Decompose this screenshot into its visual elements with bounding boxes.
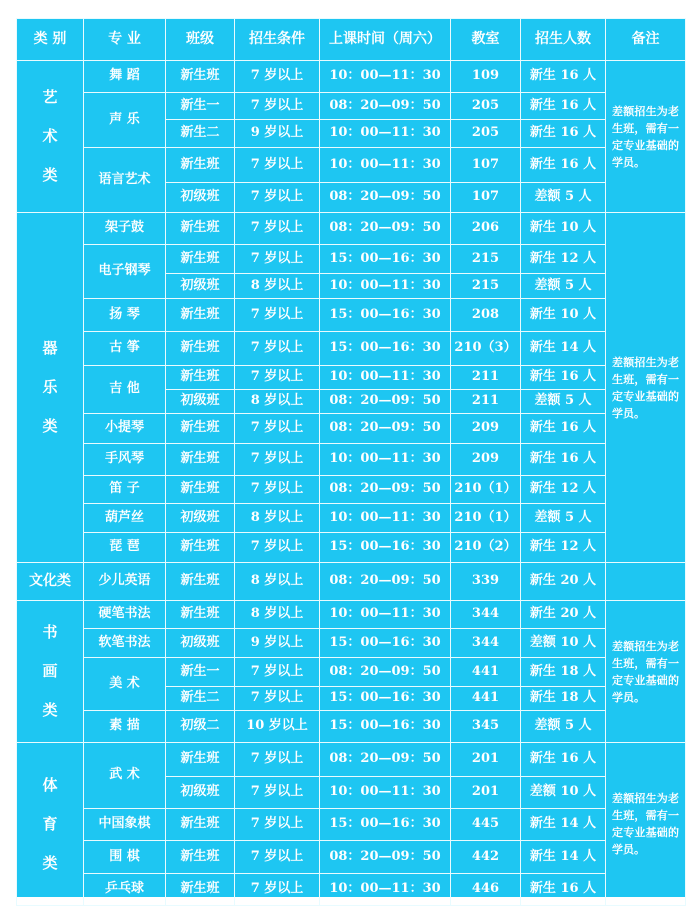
enroll-cell: 新生 16 人 <box>521 120 606 148</box>
table-row <box>17 841 686 874</box>
major-cell: 舞 蹈 <box>84 61 166 93</box>
class-cell: 初级班 <box>166 504 235 533</box>
enroll-cell: 新生 14 人 <box>521 841 606 874</box>
enroll-cell: 新生 10 人 <box>521 299 606 332</box>
major-cell: 古 筝 <box>84 332 166 366</box>
major-cell: 武 术 <box>84 743 166 809</box>
age-cell: 7 岁以上 <box>235 332 320 366</box>
table-row <box>17 148 686 183</box>
table-row <box>17 476 686 504</box>
class-cell: 新生班 <box>166 444 235 476</box>
time-cell: 10：00—11：30 <box>320 601 451 629</box>
header-class: 班级 <box>166 19 235 61</box>
room-cell: 442 <box>451 841 521 874</box>
age-cell: 9 岁以上 <box>235 120 320 148</box>
time-cell: 08：20—09：50 <box>320 93 451 120</box>
enroll-cell: 新生 10 人 <box>521 213 606 245</box>
room-cell: 205 <box>451 120 521 148</box>
table-row <box>17 366 686 390</box>
room-cell: 206 <box>451 213 521 245</box>
note-sports: 差额招生为老生班，需有一定专业基础的学员。 <box>606 743 686 906</box>
age-cell: 8 岁以上 <box>235 504 320 533</box>
class-cell: 初级班 <box>166 274 235 299</box>
room-cell: 345 <box>451 711 521 743</box>
class-cell: 新生班 <box>166 332 235 366</box>
enroll-cell: 差额 5 人 <box>521 504 606 533</box>
enroll-cell: 新生 16 人 <box>521 874 606 906</box>
age-cell: 7 岁以上 <box>235 874 320 906</box>
enroll-cell: 新生 16 人 <box>521 366 606 390</box>
room-cell: 109 <box>451 61 521 93</box>
enroll-cell: 新生 16 人 <box>521 414 606 444</box>
time-cell: 08：20—09：50 <box>320 390 451 414</box>
age-cell: 7 岁以上 <box>235 366 320 390</box>
major-cell: 手风琴 <box>84 444 166 476</box>
time-cell: 15：00—16：30 <box>320 245 451 274</box>
time-cell: 15：00—16：30 <box>320 533 451 563</box>
class-cell: 新生一 <box>166 93 235 120</box>
note-culture <box>606 563 686 601</box>
time-cell: 10：00—11：30 <box>320 120 451 148</box>
table-row <box>17 213 686 245</box>
room-cell: 107 <box>451 148 521 183</box>
time-cell: 08：20—09：50 <box>320 563 451 601</box>
table-row <box>17 299 686 332</box>
schedule-table-wrapper <box>16 18 685 897</box>
major-cell: 扬 琴 <box>84 299 166 332</box>
time-cell: 10：00—11：30 <box>320 504 451 533</box>
time-cell: 15：00—16：30 <box>320 687 451 711</box>
age-cell: 7 岁以上 <box>235 658 320 687</box>
age-cell: 7 岁以上 <box>235 743 320 777</box>
age-cell: 7 岁以上 <box>235 148 320 183</box>
class-cell: 新生班 <box>166 61 235 93</box>
room-cell: 210（3） <box>451 332 521 366</box>
room-cell: 205 <box>451 93 521 120</box>
age-cell: 7 岁以上 <box>235 183 320 213</box>
header-enrollment: 招生人数 <box>521 19 606 61</box>
room-cell: 107 <box>451 183 521 213</box>
enroll-cell: 新生 12 人 <box>521 533 606 563</box>
time-cell: 08：20—09：50 <box>320 414 451 444</box>
enroll-cell: 新生 16 人 <box>521 148 606 183</box>
age-cell: 7 岁以上 <box>235 414 320 444</box>
table-row <box>17 809 686 841</box>
time-cell: 10：00—11：30 <box>320 444 451 476</box>
table-row <box>17 658 686 687</box>
age-cell: 7 岁以上 <box>235 476 320 504</box>
major-cell: 电子钢琴 <box>84 245 166 299</box>
enroll-cell: 新生 12 人 <box>521 245 606 274</box>
major-cell: 葫芦丝 <box>84 504 166 533</box>
age-cell: 7 岁以上 <box>235 533 320 563</box>
room-cell: 208 <box>451 299 521 332</box>
age-cell: 8 岁以上 <box>235 274 320 299</box>
header-category: 类 别 <box>17 19 84 61</box>
table-row <box>17 533 686 563</box>
time-cell: 10：00—11：30 <box>320 777 451 809</box>
major-cell: 小提琴 <box>84 414 166 444</box>
time-cell: 10：00—11：30 <box>320 274 451 299</box>
major-cell: 软笔书法 <box>84 629 166 658</box>
room-cell: 211 <box>451 390 521 414</box>
room-cell: 339 <box>451 563 521 601</box>
class-cell: 新生班 <box>166 366 235 390</box>
enroll-cell: 新生 18 人 <box>521 687 606 711</box>
table-row <box>17 563 686 601</box>
major-cell: 硬笔书法 <box>84 601 166 629</box>
category-sports: 体 育 类 <box>17 743 84 906</box>
room-cell: 210（1） <box>451 504 521 533</box>
class-cell: 初级二 <box>166 711 235 743</box>
time-cell: 08：20—09：50 <box>320 183 451 213</box>
enroll-cell: 新生 18 人 <box>521 658 606 687</box>
enroll-cell: 新生 16 人 <box>521 93 606 120</box>
age-cell: 7 岁以上 <box>235 245 320 274</box>
class-cell: 新生班 <box>166 476 235 504</box>
major-cell: 架子鼓 <box>84 213 166 245</box>
class-cell: 新生班 <box>166 299 235 332</box>
enroll-cell: 差额 5 人 <box>521 711 606 743</box>
age-cell: 7 岁以上 <box>235 841 320 874</box>
enroll-cell: 新生 20 人 <box>521 601 606 629</box>
time-cell: 15：00—16：30 <box>320 332 451 366</box>
class-cell: 新生一 <box>166 658 235 687</box>
enroll-cell: 差额 10 人 <box>521 629 606 658</box>
room-cell: 344 <box>451 601 521 629</box>
class-cell: 初级班 <box>166 390 235 414</box>
class-cell: 新生班 <box>166 533 235 563</box>
header-row <box>17 19 686 61</box>
time-cell: 15：00—16：30 <box>320 299 451 332</box>
age-cell: 7 岁以上 <box>235 687 320 711</box>
major-cell: 语言艺术 <box>84 148 166 213</box>
time-cell: 08：20—09：50 <box>320 841 451 874</box>
table-row <box>17 61 686 93</box>
age-cell: 7 岁以上 <box>235 777 320 809</box>
room-cell: 215 <box>451 274 521 299</box>
header-requirement: 招生条件 <box>235 19 320 61</box>
time-cell: 10：00—11：30 <box>320 61 451 93</box>
time-cell: 08：20—09：50 <box>320 658 451 687</box>
time-cell: 10：00—11：30 <box>320 148 451 183</box>
major-cell: 中国象棋 <box>84 809 166 841</box>
enroll-cell: 新生 14 人 <box>521 809 606 841</box>
category-culture: 文化类 <box>17 563 84 601</box>
category-art: 艺 术 类 <box>17 61 84 213</box>
note-instrument: 差额招生为老生班，需有一定专业基础的学员。 <box>606 213 686 563</box>
time-cell: 15：00—16：30 <box>320 809 451 841</box>
age-cell: 7 岁以上 <box>235 444 320 476</box>
age-cell: 7 岁以上 <box>235 93 320 120</box>
enroll-cell: 差额 5 人 <box>521 274 606 299</box>
class-cell: 新生班 <box>166 563 235 601</box>
room-cell: 446 <box>451 874 521 906</box>
time-cell: 10：00—11：30 <box>320 874 451 906</box>
room-cell: 445 <box>451 809 521 841</box>
age-cell: 7 岁以上 <box>235 299 320 332</box>
header-notes: 备注 <box>606 19 686 61</box>
enroll-cell: 新生 16 人 <box>521 61 606 93</box>
table-row <box>17 874 686 906</box>
class-cell: 初级班 <box>166 777 235 809</box>
time-cell: 15：00—16：30 <box>320 711 451 743</box>
table-row <box>17 601 686 629</box>
category-calligraphy-painting: 书 画 类 <box>17 601 84 743</box>
room-cell: 344 <box>451 629 521 658</box>
enroll-cell: 新生 16 人 <box>521 743 606 777</box>
note-art: 差额招生为老生班，需有一定专业基础的学员。 <box>606 61 686 213</box>
table-row <box>17 444 686 476</box>
class-cell: 初级班 <box>166 629 235 658</box>
major-cell: 吉 他 <box>84 366 166 414</box>
age-cell: 8 岁以上 <box>235 563 320 601</box>
enroll-cell: 新生 12 人 <box>521 476 606 504</box>
header-major: 专 业 <box>84 19 166 61</box>
table-row <box>17 504 686 533</box>
room-cell: 201 <box>451 743 521 777</box>
age-cell: 8 岁以上 <box>235 390 320 414</box>
table-row <box>17 93 686 120</box>
class-cell: 新生班 <box>166 414 235 444</box>
class-cell: 新生二 <box>166 687 235 711</box>
enroll-cell: 差额 5 人 <box>521 183 606 213</box>
major-cell: 声 乐 <box>84 93 166 148</box>
enroll-cell: 新生 14 人 <box>521 332 606 366</box>
major-cell: 笛 子 <box>84 476 166 504</box>
enroll-cell: 新生 16 人 <box>521 444 606 476</box>
room-cell: 209 <box>451 414 521 444</box>
room-cell: 211 <box>451 366 521 390</box>
major-cell: 美 术 <box>84 658 166 711</box>
class-cell: 新生二 <box>166 120 235 148</box>
enroll-cell: 新生 20 人 <box>521 563 606 601</box>
class-cell: 新生班 <box>166 245 235 274</box>
age-cell: 7 岁以上 <box>235 809 320 841</box>
class-cell: 新生班 <box>166 148 235 183</box>
room-cell: 210（2） <box>451 533 521 563</box>
room-cell: 209 <box>451 444 521 476</box>
room-cell: 210（1） <box>451 476 521 504</box>
time-cell: 15：00—16：30 <box>320 629 451 658</box>
class-cell: 新生班 <box>166 841 235 874</box>
time-cell: 10：00—11：30 <box>320 366 451 390</box>
class-cell: 新生班 <box>166 601 235 629</box>
room-cell: 201 <box>451 777 521 809</box>
major-cell: 素 描 <box>84 711 166 743</box>
age-cell: 8 岁以上 <box>235 601 320 629</box>
age-cell: 7 岁以上 <box>235 61 320 93</box>
class-cell: 新生班 <box>166 743 235 777</box>
major-cell: 少儿英语 <box>84 563 166 601</box>
major-cell: 琵 琶 <box>84 533 166 563</box>
time-cell: 08：20—09：50 <box>320 743 451 777</box>
class-cell: 新生班 <box>166 874 235 906</box>
table-row <box>17 743 686 777</box>
room-cell: 215 <box>451 245 521 274</box>
course-schedule-table <box>16 18 686 906</box>
enroll-cell: 差额 10 人 <box>521 777 606 809</box>
time-cell: 08：20—09：50 <box>320 476 451 504</box>
enroll-cell: 差额 5 人 <box>521 390 606 414</box>
age-cell: 7 岁以上 <box>235 213 320 245</box>
table-row <box>17 245 686 274</box>
note-calligraphy-painting: 差额招生为老生班，需有一定专业基础的学员。 <box>606 601 686 743</box>
table-row <box>17 629 686 658</box>
table-row <box>17 332 686 366</box>
room-cell: 441 <box>451 658 521 687</box>
class-cell: 初级班 <box>166 183 235 213</box>
table-row <box>17 414 686 444</box>
class-cell: 新生班 <box>166 213 235 245</box>
age-cell: 10 岁以上 <box>235 711 320 743</box>
room-cell: 441 <box>451 687 521 711</box>
class-cell: 新生班 <box>166 809 235 841</box>
header-room: 教室 <box>451 19 521 61</box>
time-cell: 08：20—09：50 <box>320 213 451 245</box>
header-time: 上课时间（周六） <box>320 19 451 61</box>
table-row <box>17 711 686 743</box>
age-cell: 9 岁以上 <box>235 629 320 658</box>
major-cell: 围 棋 <box>84 841 166 874</box>
category-instrument: 器 乐 类 <box>17 213 84 563</box>
major-cell: 乒乓球 <box>84 874 166 906</box>
